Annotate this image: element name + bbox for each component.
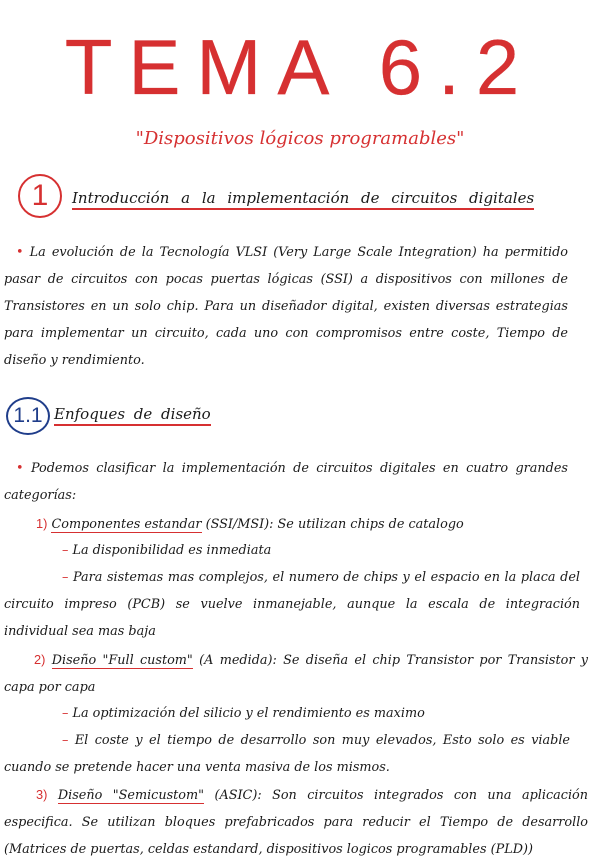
item-3-text: (ASIC): Son circuitos integrados con una aplicación especifica. Se utilizan bloques prefabricados para reducir el Tiempo de desarrollo (Matrices de puertas, celdas estandard, dispositivos logicos programables (PLD)) bbox=[4, 788, 588, 857]
dash-icon: – bbox=[62, 543, 73, 558]
item-1-point-1 bbox=[62, 537, 271, 564]
item-3 bbox=[4, 781, 588, 863]
section-1-paragraph bbox=[4, 239, 568, 374]
item-2-point-1 bbox=[62, 700, 425, 727]
item-2-point-2 bbox=[4, 727, 570, 781]
section-1-1-intro bbox=[4, 455, 568, 509]
item-2-text: (A medida): Se diseña el chip Transistor por Transistor y capa por capa bbox=[4, 653, 588, 695]
item-1-point-2 bbox=[4, 564, 580, 645]
item-1 bbox=[36, 510, 464, 538]
section-1-heading: Introducción a la implementación de circuitos digitales bbox=[72, 189, 534, 210]
item-3-number: 3) bbox=[36, 787, 48, 802]
page-subtitle: "Dispositivos lógicos programables" bbox=[135, 128, 465, 149]
dash-icon: – bbox=[62, 706, 73, 721]
bullet-icon: • bbox=[16, 245, 30, 260]
bullet-icon: • bbox=[16, 461, 31, 476]
item-1-point-2-text: Para sistemas mas complejos, el numero de chips y el espacio en la placa del circuito impreso (PCB) se vuelve inmanejable, aunque la escala de integración individual sea mas baja bbox=[4, 570, 580, 639]
item-1-text: (SSI/MSI): Se utilizan chips de catalogo bbox=[205, 517, 464, 532]
section-1-text: La evolución de la Tecnología VLSI (Very Large Scale Integration) ha permitido pasar de circuitos con pocas puertas lógicas (SSI) a dispositivos con millones de Transistores en un solo chip. Para un diseñador digital, existen diversas estrategias para implementar un circuito, cada uno con compromisos entre coste, Tiempo de diseño y rendimiento. bbox=[4, 245, 568, 368]
section-1-1-heading: Enfoques de diseño bbox=[54, 405, 211, 426]
item-1-point-1-text: La disponibilidad es inmediata bbox=[72, 543, 272, 558]
item-1-number: 1) bbox=[36, 516, 48, 531]
item-2 bbox=[4, 646, 588, 701]
page-title: TEMA 6.2 bbox=[64, 23, 536, 111]
item-2-point-2-text: El coste y el tiempo de desarrollo son muy elevados, Esto solo es viable cuando se pretende hacer una venta masiva de los mismos. bbox=[4, 733, 570, 775]
section-1-1-intro-text: Podemos clasificar la implementación de circuitos digitales en cuatro grandes categorías: bbox=[4, 461, 568, 503]
item-1-label: Componentes estandar bbox=[51, 517, 202, 532]
dash-icon: – bbox=[62, 733, 75, 748]
item-2-label: Diseño "Full custom" bbox=[51, 653, 193, 668]
item-3-label: Diseño "Semicustom" bbox=[57, 788, 205, 803]
section-1-number: 1 bbox=[18, 174, 62, 218]
section-1-1-number: 1.1 bbox=[6, 397, 50, 435]
item-2-point-1-text: La optimización del silicio y el rendimiento es maximo bbox=[72, 706, 425, 721]
dash-icon: – bbox=[62, 570, 73, 585]
item-2-number: 2) bbox=[34, 652, 46, 667]
